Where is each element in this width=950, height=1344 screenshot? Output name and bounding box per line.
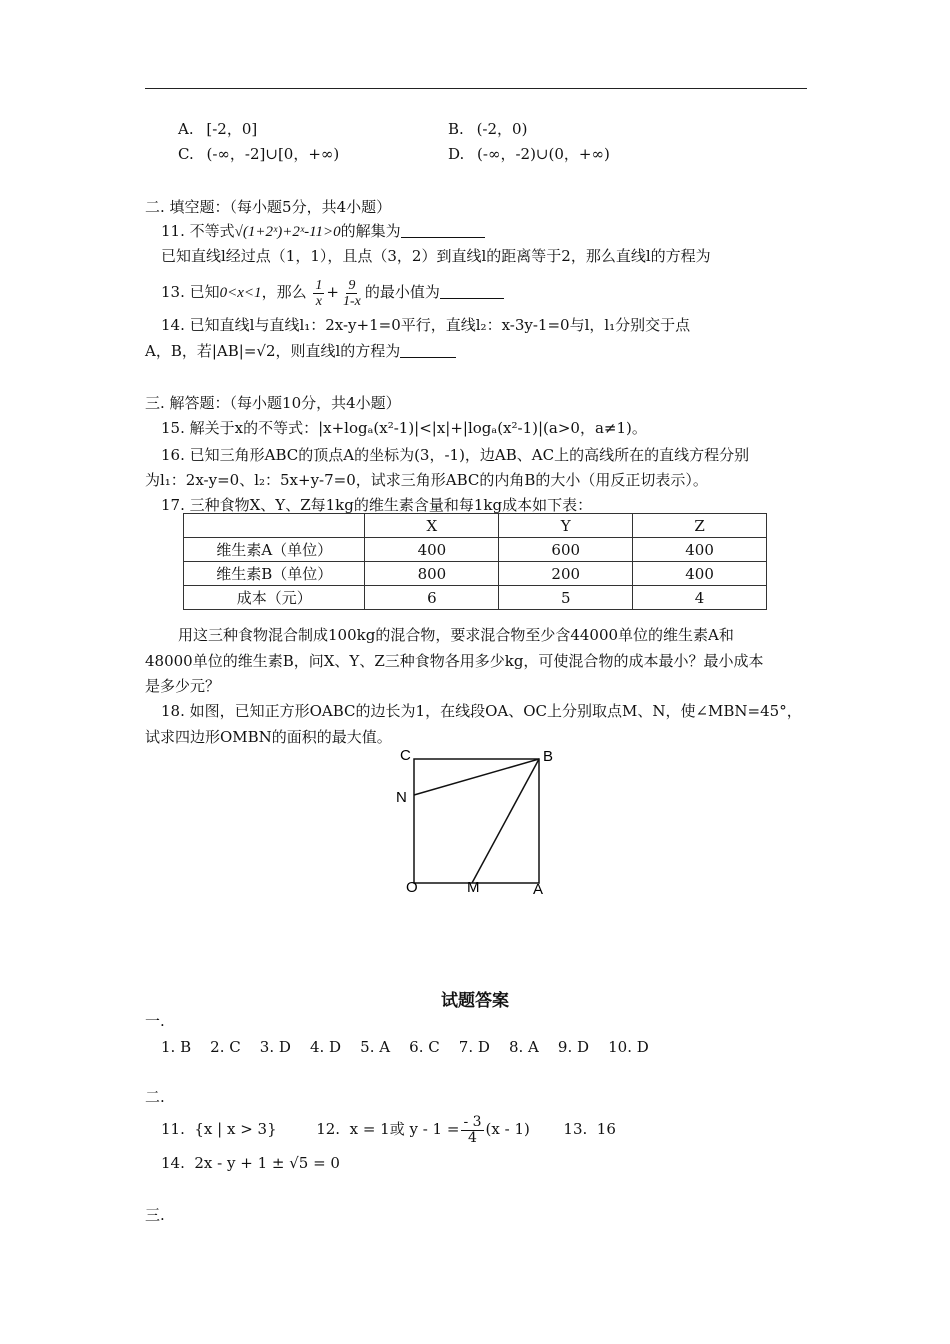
option-c — [178, 144, 339, 164]
table-cell: 维生素A（单位） — [184, 538, 365, 562]
answers-11-13 — [161, 1113, 616, 1146]
answer-11: 11. {x | x > 3} — [161, 1120, 277, 1138]
q13-fraction-2 — [341, 278, 363, 309]
table-header-cell: Y — [499, 514, 633, 538]
question-17-intro: 17. 三种食物X、Y、Z每1kg的维生素含量和每1kg成本如下表： — [161, 496, 593, 514]
answer-12-tail: (x - 1) — [485, 1120, 530, 1138]
q13-answer-blank — [440, 284, 504, 299]
question-18-line-1: 18. 如图，已知正方形OABC的边长为1，在线段OA、OC上分别取点M、N，使∠MBN=45°， — [161, 702, 802, 720]
section3-heading: 三. 解答题：（每小题10分，共4小题） — [145, 394, 401, 412]
question-17-line-1: 用这三种食物混合制成100kg的混合物，要求混合物至少含44000单位的维生素A和 — [178, 626, 734, 644]
option-a — [178, 119, 257, 139]
q13-suffix: 的最小值为 — [364, 283, 440, 301]
question-12: 已知直线l经过点（1，1），且点（3，2）到直线l的距离等于2，那么直线l的方程为 — [161, 247, 711, 265]
table-header-cell — [184, 514, 365, 538]
q13-fraction-2-denominator: 1-x — [342, 293, 361, 309]
answer-12: 12. x = 1或 y - 1 = — [316, 1120, 460, 1138]
q13-fraction-1-denominator: x — [315, 293, 322, 309]
question-15: 15. 解关于x的不等式：|x+logₐ(x²-1)|<|x|+|logₐ(x²-1)|(a>0，a≠1)。 — [161, 419, 647, 437]
table-cell: 成本（元） — [184, 586, 365, 610]
q13-fraction-1 — [313, 278, 324, 309]
question-14-line-2 — [145, 341, 456, 361]
label-o: O — [406, 879, 418, 896]
section2-heading: 二. 填空题：（每小题5分，共4小题） — [145, 198, 392, 216]
answer-12-fraction — [461, 1115, 483, 1146]
answers-part2-label: 二. — [145, 1088, 165, 1106]
question-18-line-2: 试求四边形OMBN的面积的最大值。 — [145, 728, 392, 746]
q11-number: 11. — [161, 222, 185, 240]
option-c-label: C. — [178, 145, 194, 163]
table-row — [184, 586, 767, 610]
q13-fraction-1-numerator: 1 — [315, 277, 323, 293]
table-cell: 4 — [633, 586, 767, 610]
question-11 — [161, 221, 485, 242]
answers-part1: 1. B 2. C 3. D 4. D 5. A 6. C 7. D 8. A 9. D 10. D — [161, 1038, 649, 1056]
table-cell: 400 — [633, 562, 767, 586]
nutrition-table — [183, 513, 767, 610]
q14-number: 14. — [161, 316, 185, 334]
square-oabc-figure — [390, 742, 570, 902]
table-cell: 800 — [365, 562, 499, 586]
option-b-label: B. — [448, 120, 464, 138]
label-b: B — [543, 748, 554, 765]
q11-suffix: 的解集为 — [340, 222, 401, 240]
segment-nb — [414, 759, 539, 795]
table-row — [184, 562, 767, 586]
table-header-cell: X — [365, 514, 499, 538]
question-14-line-1 — [161, 315, 690, 335]
table-cell: 6 — [365, 586, 499, 610]
option-a-text: [-2，0] — [206, 120, 258, 138]
segment-mb — [472, 759, 539, 883]
q11-inequality: √(1+2ˣ)+2ˣ-11>0 — [234, 224, 341, 240]
table-cell: 400 — [365, 538, 499, 562]
q11-prefix: 不等式 — [189, 222, 235, 240]
label-m: M — [467, 879, 480, 896]
option-b-text: (-2，0) — [476, 120, 528, 138]
q13-fraction-2-numerator: 9 — [348, 277, 356, 293]
table-row — [184, 538, 767, 562]
question-17-line-2: 48000单位的维生素B，问X、Y、Z三种食物各用多少kg，可使混合物的成本最小？最小成本 — [145, 652, 764, 670]
table-cell: 5 — [499, 586, 633, 610]
answer-12-denominator: 4 — [468, 1129, 477, 1146]
table-cell: 600 — [499, 538, 633, 562]
table-cell: 维生素B（单位） — [184, 562, 365, 586]
answers-title: 试题答案 — [441, 991, 509, 1011]
q13-prefix: 已知 — [189, 283, 220, 301]
q14-answer-blank — [400, 343, 456, 358]
answer-14: 14. 2x - y + 1 ± √5 = 0 — [161, 1154, 340, 1172]
option-c-text: (-∞，-2]∪[0，+∞) — [206, 145, 340, 163]
question-16-line-2: 为l₁：2x-y=0、l₂：5x+y-7=0，试求三角形ABC的内角B的大小（用反正切表示）。 — [145, 471, 708, 489]
answer-12-numerator: - 3 — [463, 1113, 482, 1130]
label-n: N — [396, 789, 407, 806]
answers-part3-label: 三. — [145, 1206, 165, 1224]
q13-plus: + — [326, 283, 339, 301]
answer-13: 13. 16 — [563, 1120, 616, 1138]
option-d — [448, 144, 610, 164]
option-d-text: (-∞，-2)∪(0，+∞) — [477, 145, 610, 163]
label-c: C — [400, 747, 411, 764]
question-13 — [161, 276, 504, 309]
table-header-cell: Z — [633, 514, 767, 538]
label-a: A — [533, 881, 544, 898]
q13-middle: ，那么 — [261, 283, 307, 301]
table-header-row — [184, 514, 767, 538]
table-cell: 400 — [633, 538, 767, 562]
option-d-label: D. — [448, 145, 465, 163]
q14-text-2: A，B，若|AB|=√2，则直线l的方程为 — [145, 342, 401, 360]
q13-number: 13. — [161, 283, 185, 301]
header-rule — [145, 88, 807, 89]
table-cell: 200 — [499, 562, 633, 586]
answers-part1-label: 一. — [145, 1012, 165, 1030]
q13-condition: 0<x<1 — [219, 285, 262, 301]
q11-answer-blank — [401, 223, 485, 238]
question-16-line-1: 16. 已知三角形ABC的顶点A的坐标为(3，-1)，边AB、AC上的高线所在的直线方程分别 — [161, 446, 750, 464]
q14-text: 已知直线l与直线l₁：2x-y+1=0平行，直线l₂：x-3y-1=0与l，l₁分别交于点 — [189, 316, 691, 334]
option-a-label: A. — [178, 120, 194, 138]
question-17-line-3: 是多少元？ — [145, 677, 221, 695]
option-b — [448, 119, 527, 139]
